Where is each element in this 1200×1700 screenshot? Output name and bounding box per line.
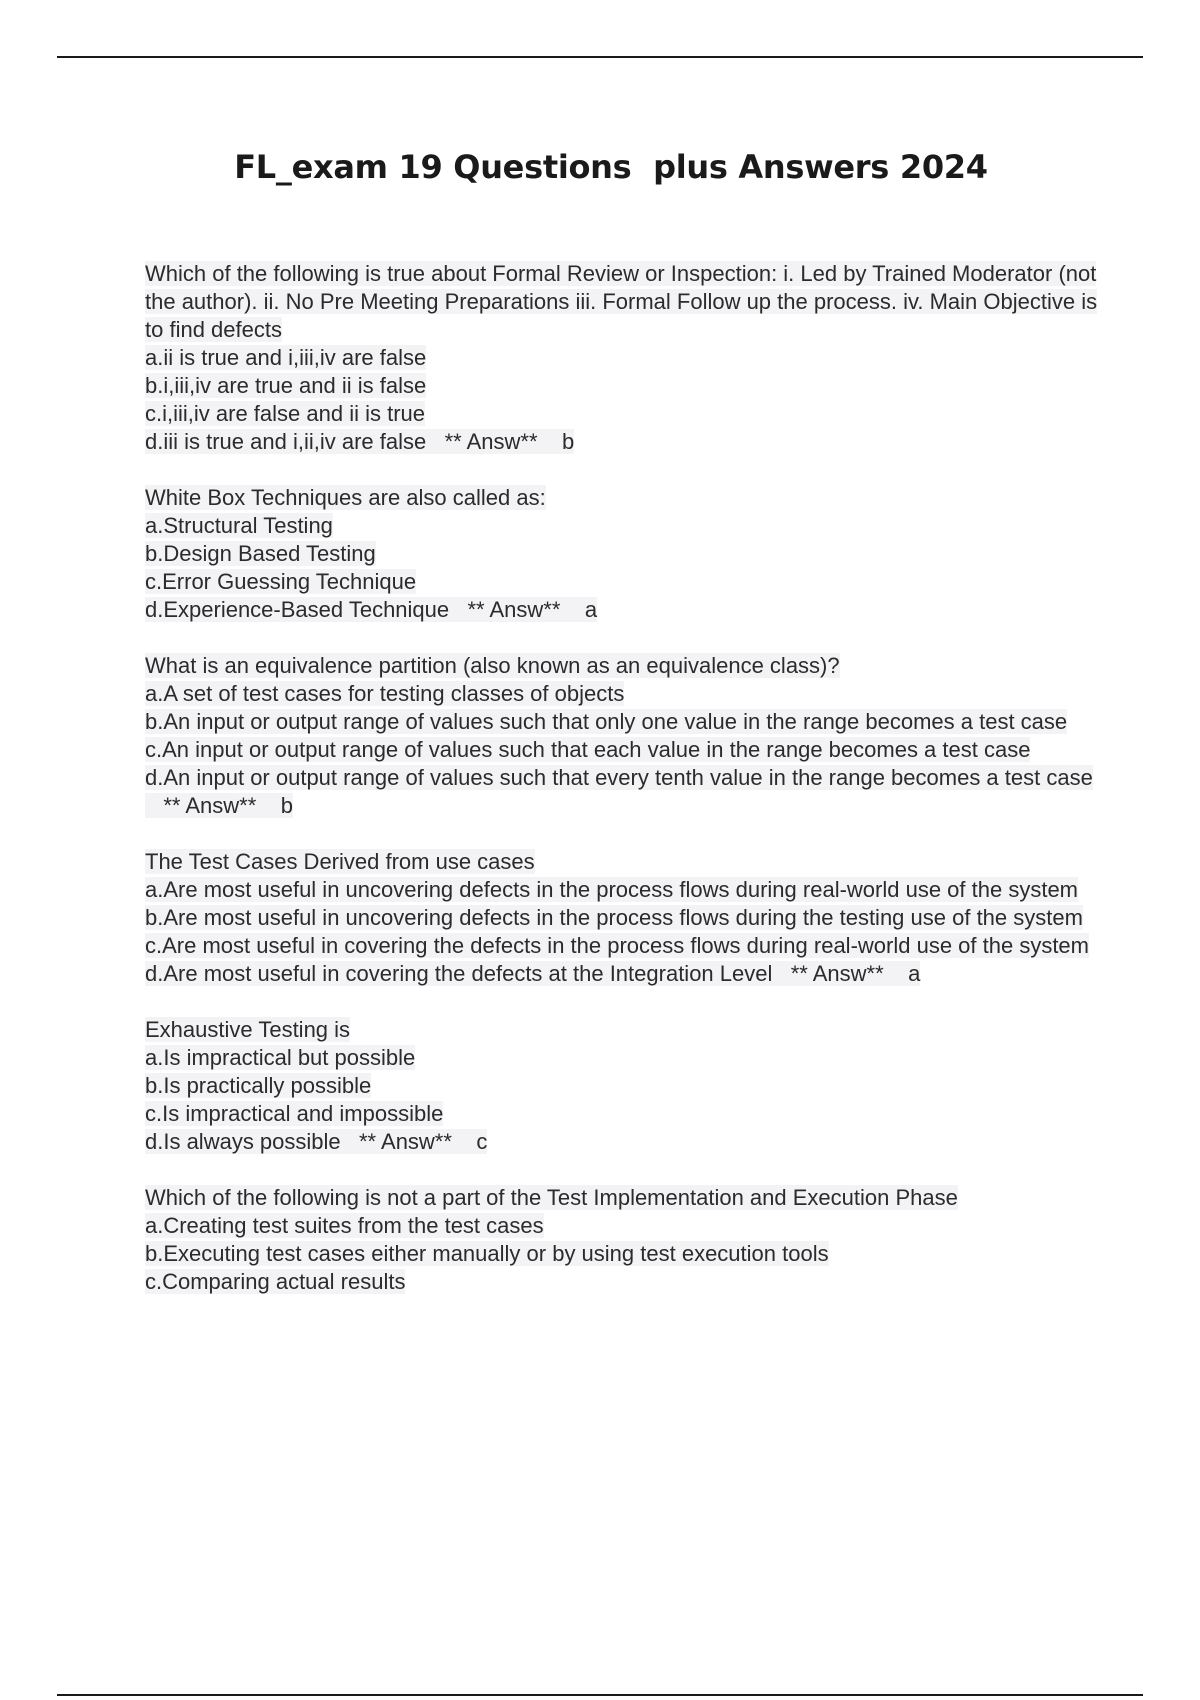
question-option: d.Experience-Based Technique ** Answ** a [145,597,598,622]
question-option: a.Is impractical but possible [145,1045,416,1070]
answer-marker: ** Answ** c [340,1129,488,1154]
question-option: a.Creating test suites from the test cases [145,1213,544,1238]
question-option: c.Comparing actual results [145,1269,406,1294]
answer-marker: ** Answ** a [772,961,921,986]
question-option: c.Are most useful in covering the defects in the process flows during real-world use of the system [145,933,1089,958]
question-option: d.Are most useful in covering the defects at the Integration Level ** Answ** a [145,961,921,986]
question-option: b.i,iii,iv are true and ii is false [145,373,427,398]
question-option: b.An input or output range of values such that only one value in the range becomes a test case [145,709,1068,734]
question-option: d.An input or output range of values such that every tenth value in the range becomes a test case ** Answ** b [145,765,1093,818]
document-title: FL_exam 19 Questions plus Answers 2024 [234,148,988,186]
question-option: c.i,iii,iv are false and ii is true [145,401,425,426]
question-option: c.An input or output range of values such that each value in the range becomes a test case [145,737,1031,762]
question-6 [145,1184,1100,1296]
question-option: a.Are most useful in uncovering defects in the process flows during real-world use of the system [145,877,1079,902]
answer-marker: ** Answ** b [426,429,575,454]
question-stem: Exhaustive Testing is [145,1017,351,1042]
answer-marker: ** Answ** a [449,597,598,622]
question-option: d.iii is true and i,ii,iv are false ** Answ** b [145,429,575,454]
question-3 [145,652,1100,820]
question-option: b.Executing test cases either manually or by using test execution tools [145,1241,829,1266]
question-5 [145,1016,1100,1156]
question-2 [145,484,1100,624]
question-option: b.Is practically possible [145,1073,372,1098]
question-option: b.Are most useful in uncovering defects in the process flows during the testing use of the system [145,905,1083,930]
question-option: a.Structural Testing [145,513,333,538]
footer-rule [57,1694,1143,1696]
question-stem: The Test Cases Derived from use cases [145,849,535,874]
question-stem: White Box Techniques are also called as: [145,485,546,510]
question-option: d.Is always possible ** Answ** c [145,1129,488,1154]
question-option: c.Is impractical and impossible [145,1101,444,1126]
question-option: a.ii is true and i,iii,iv are false [145,345,427,370]
question-option: a.A set of test cases for testing classes of objects [145,681,625,706]
answer-marker: ** Answ** b [145,793,293,818]
question-option: c.Error Guessing Technique [145,569,417,594]
question-list [145,260,1100,1324]
question-4 [145,848,1100,988]
question-stem: Which of the following is not a part of the Test Implementation and Execution Phase [145,1185,958,1210]
question-option: b.Design Based Testing [145,541,376,566]
question-stem: What is an equivalence partition (also known as an equivalence class)? [145,653,840,678]
question-1 [145,260,1100,456]
header-rule [57,56,1143,58]
question-stem: Which of the following is true about Formal Review or Inspection: i. Led by Trained Moderator (not the author). ii. No Pre Meeting Preparations iii. Formal Follow up the process. iv. Main Objective is to find defects [145,261,1098,342]
